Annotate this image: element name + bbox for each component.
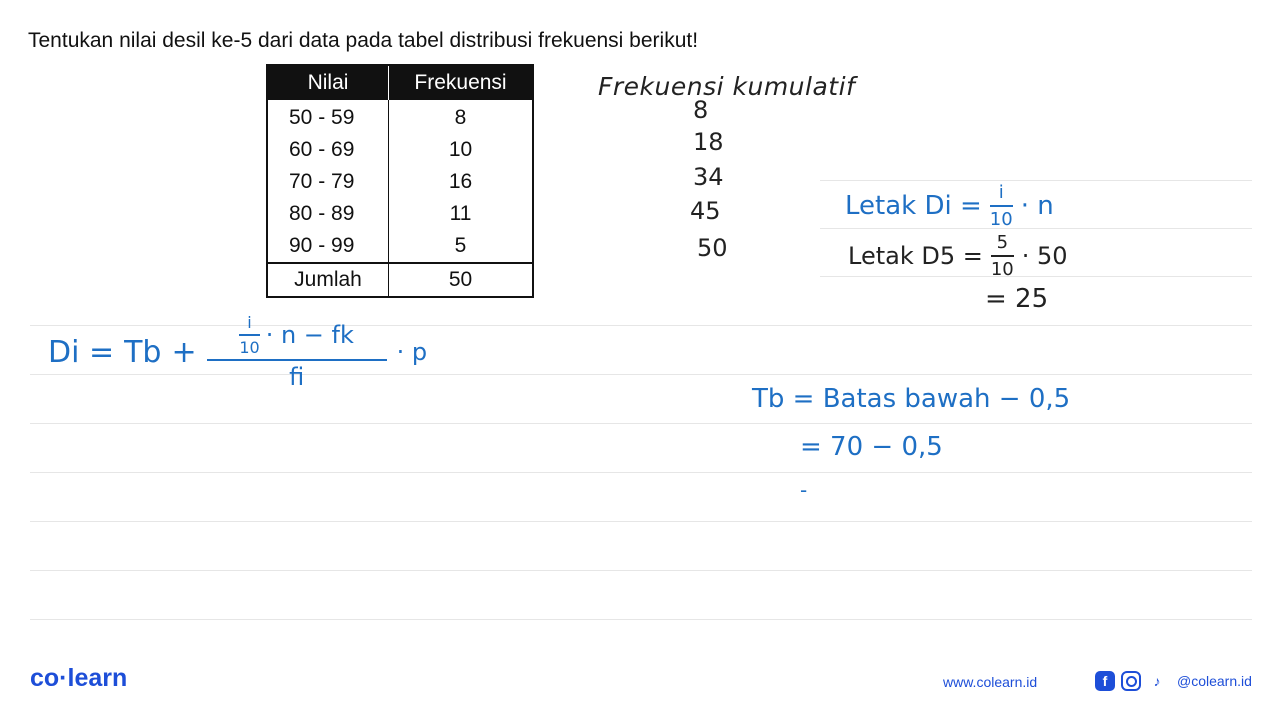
header-nilai: Nilai <box>267 65 389 100</box>
dash-mark: - <box>800 478 808 502</box>
letak-d5-tail: · 50 <box>1021 242 1068 270</box>
social-links <box>1095 670 1252 692</box>
cell-total-value: 50 <box>389 263 534 297</box>
cell-nilai: 50 - 59 <box>267 100 389 134</box>
5-over-10 <box>991 232 1014 280</box>
fi-symbol: fi <box>289 363 305 391</box>
ten-symbol: 10 <box>990 259 1014 280</box>
ten-symbol: 10 <box>239 338 260 357</box>
cell-total-label: Jumlah <box>267 263 389 297</box>
times-p: · p <box>396 338 428 366</box>
table-row <box>267 166 533 198</box>
cell-frekuensi: 16 <box>448 170 473 193</box>
letak-d5-formula <box>848 232 1068 280</box>
letak-di-label: Letak Di = <box>845 191 982 221</box>
ruled-line <box>30 521 1252 522</box>
table-header-row <box>267 65 533 100</box>
i-over-10 <box>239 313 259 357</box>
letak-di-tail: · n <box>1020 191 1054 221</box>
table-row <box>267 134 533 166</box>
i-symbol: i <box>998 182 1004 203</box>
cell-frekuensi: 11 <box>449 202 472 225</box>
n-minus-fk: · n − fk <box>265 321 354 349</box>
five-symbol: 5 <box>996 232 1009 253</box>
header-frekuensi: Frekuensi <box>389 65 534 100</box>
tb-calculation: = 70 − 0,5 <box>800 432 943 462</box>
instagram-icon[interactable] <box>1121 671 1141 691</box>
letak-d5-label: Letak D5 = <box>848 242 983 270</box>
cumulative-value: 34 <box>693 163 724 191</box>
letak-di-formula <box>845 182 1054 230</box>
question-text: Tentukan nilai desil ke-5 dari data pada tabel distribusi frekuensi berikut! <box>28 29 699 52</box>
frequency-table <box>266 64 534 298</box>
cell-nilai: 70 - 79 <box>267 166 389 198</box>
desil-lhs: Di = <box>48 334 115 370</box>
table-row <box>267 230 533 263</box>
ruled-line <box>30 570 1252 571</box>
cumulative-title: Frekuensi kumulatif <box>598 72 856 101</box>
letak-result: = 25 <box>985 284 1049 314</box>
cumulative-value: 8 <box>693 96 709 124</box>
cell-nilai: 60 - 69 <box>267 134 389 166</box>
colearn-logo: co·learn <box>30 664 128 692</box>
ruled-line <box>820 180 1252 181</box>
i-over-10 <box>990 182 1013 230</box>
cumulative-value: 18 <box>693 128 724 156</box>
cell-frekuensi: 10 <box>448 138 473 161</box>
cell-nilai: 80 - 89 <box>267 198 389 230</box>
i-symbol: i <box>247 313 252 332</box>
ruled-line <box>30 423 1252 424</box>
tb-definition: Tb = Batas bawah − 0,5 <box>752 384 1071 414</box>
cumulative-value: 45 <box>690 197 721 225</box>
table-total-row <box>267 263 533 297</box>
tb-symbol: Tb <box>124 334 162 370</box>
table-row <box>267 198 533 230</box>
desil-fraction <box>207 313 387 391</box>
facebook-icon[interactable]: f <box>1095 671 1115 691</box>
table-row <box>267 100 533 134</box>
plus-sign: + <box>171 334 197 370</box>
website-url[interactable]: www.colearn.id <box>943 674 1038 690</box>
ruled-line <box>30 472 1252 473</box>
ten-symbol: 10 <box>989 209 1013 230</box>
desil-formula <box>48 313 427 391</box>
tiktok-icon[interactable]: ♪ <box>1153 673 1161 689</box>
cell-frekuensi: 8 <box>454 106 467 129</box>
ruled-line <box>30 619 1252 620</box>
cumulative-value: 50 <box>697 234 728 262</box>
social-handle: @colearn.id <box>1177 673 1252 689</box>
cell-nilai: 90 - 99 <box>267 230 389 263</box>
cell-frekuensi: 5 <box>454 234 467 257</box>
